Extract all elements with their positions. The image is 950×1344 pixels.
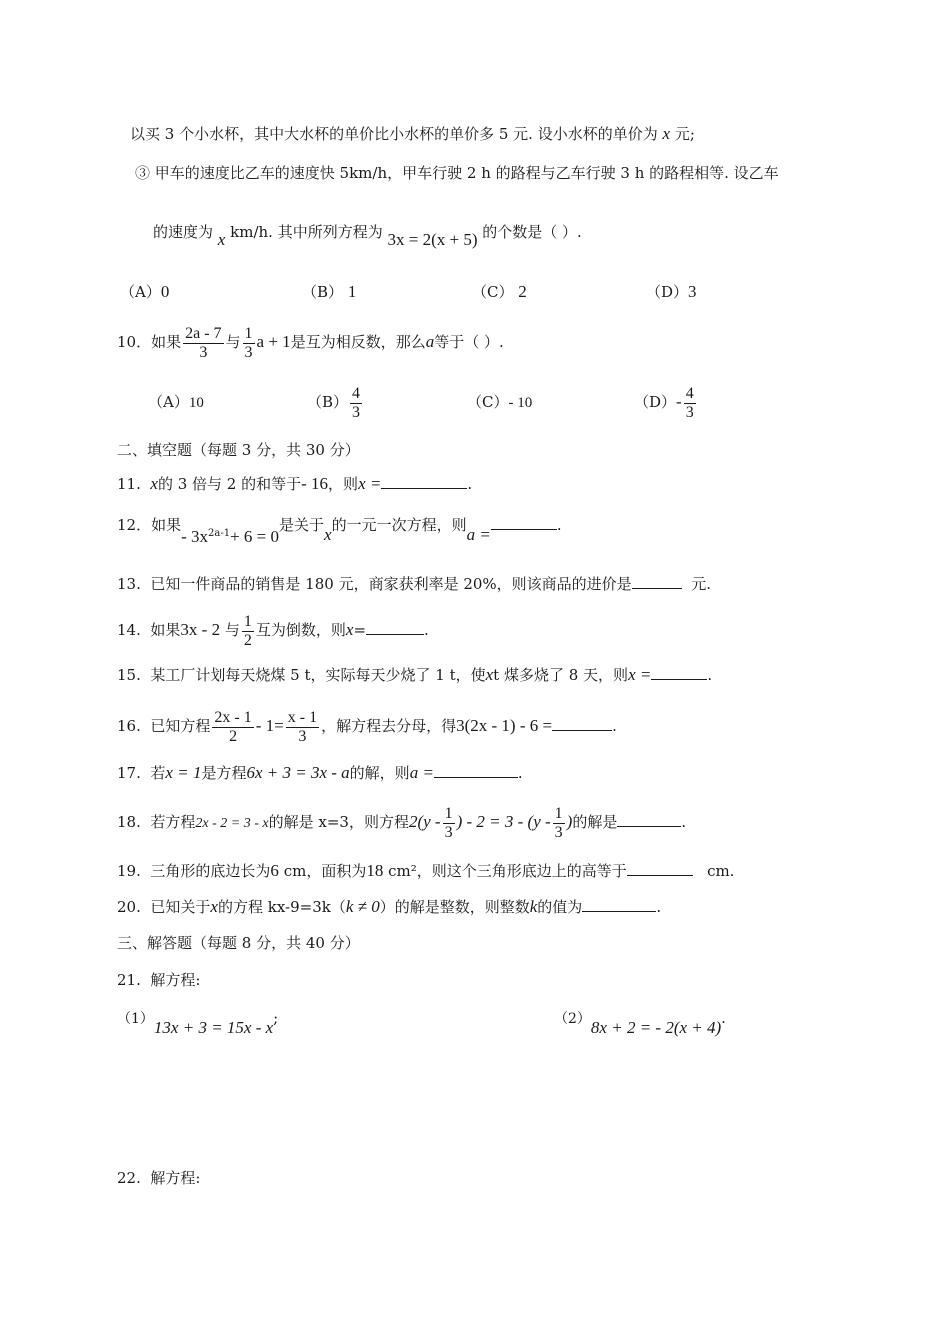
q9-equation: 3x = 2(x + 5) (387, 230, 478, 249)
var-k: k (529, 897, 538, 916)
q19-end: cm. (707, 862, 735, 880)
numerator: 1 (554, 804, 563, 822)
q10-fraction-2 (243, 325, 255, 362)
answer-blank (491, 515, 557, 530)
q10-fraction-1 (183, 325, 223, 362)
answer-blank (381, 474, 467, 489)
q12-equation (181, 528, 279, 546)
q20-text-d: 的值为 (537, 898, 583, 916)
q17-eq-3: a = (409, 763, 434, 782)
q18-text-b: 的解是 x=3，则方程 (268, 813, 409, 831)
q22-title (117, 1168, 200, 1188)
option-value: 0 (160, 282, 170, 301)
q18-text-a: 若方程 (150, 813, 196, 831)
q-number: 14. (117, 621, 141, 639)
q17-eq-2: 6x + 3 = 3x - a (246, 763, 350, 782)
q20-text-c: ）的解是整数，则整数 (379, 898, 530, 916)
option-label: （C） (467, 393, 509, 411)
denominator: 2 (243, 631, 252, 649)
q20-text-a: 已知关于 (150, 898, 211, 916)
q9-text-c: 的个数是（ ）. (482, 223, 582, 241)
q9-line1 (130, 124, 695, 144)
numerator: 2x - 1 (214, 708, 252, 726)
q21-title-text: 解方程: (150, 971, 201, 989)
q17-eq-1: x = 1 (165, 763, 202, 782)
q21-title (117, 970, 200, 990)
period: . (656, 898, 662, 916)
q13 (117, 574, 711, 594)
period: . (424, 621, 429, 639)
eq-part-b: + 6 = 0 (230, 527, 280, 546)
numerator: 4 (685, 384, 694, 402)
q18-text-c: 的解是 (572, 813, 618, 831)
section-2-heading (117, 440, 360, 460)
q10-tail: 是互为相反数，那么 (290, 333, 426, 351)
q-number: 18. (117, 813, 141, 831)
eq-part-a: - 3x (181, 527, 209, 546)
q-number: 13. (117, 575, 141, 593)
var-x: x (345, 620, 354, 639)
denominator: 2 (229, 727, 238, 745)
q12-answer-eq: a = (466, 525, 491, 544)
q9-option-d (646, 282, 697, 302)
period: . (556, 516, 562, 534)
q14-text-c: 互为倒数，则 (255, 621, 346, 639)
q19 (117, 861, 734, 881)
option-value: 2 (518, 282, 527, 301)
q19-value-1: 6 (270, 861, 279, 880)
q10-option-a (148, 392, 204, 413)
q11-eq: x = (358, 474, 382, 493)
q10-option-d (634, 382, 698, 422)
q11 (117, 474, 472, 494)
minus-sign: - (676, 392, 682, 411)
exponent: 2a-1 (208, 528, 231, 539)
q20 (117, 897, 661, 917)
q14 (117, 610, 429, 650)
q14-text-b: 与 (224, 621, 240, 639)
option-label: （C） (472, 283, 514, 301)
answer-blank (434, 763, 518, 778)
var-x: x (210, 897, 218, 916)
q15-text-a: 某工厂计划每天烧煤 5 t，实际每天少烧了 1 t，使 (150, 666, 486, 684)
q9-line2 (135, 163, 779, 183)
q10-option-b (307, 382, 364, 422)
q-number: 16. (117, 717, 141, 735)
q15-eq: x = (628, 665, 652, 684)
q16-fraction-1 (212, 709, 253, 746)
q22-title-text: 解方程: (150, 1169, 201, 1187)
q9-option-b (302, 282, 356, 302)
q18-eq-1: 2x - 2 = 3 - x (195, 816, 269, 831)
section-3-heading (117, 933, 360, 953)
q9-option-a (120, 282, 169, 302)
q17-text-c: 的解，则 (349, 764, 410, 782)
q-number: 19. (117, 862, 141, 880)
q21-part-2 (554, 1008, 726, 1042)
answer-blank (651, 665, 707, 680)
period: . (707, 666, 713, 684)
denominator: 3 (244, 343, 253, 361)
semicolon: ; (273, 1009, 279, 1027)
q10-expr: a + 1 (256, 332, 291, 351)
q-number: 21. (117, 971, 141, 989)
q10 (117, 322, 504, 362)
q-number: 22. (117, 1169, 141, 1187)
q12-text-a: 是关于 (279, 516, 325, 534)
q12 (117, 512, 562, 546)
q9-statement-3: ③ 甲车的速度比乙车的速度快 5km/h，甲车行驶 2 h 的路程与乙车行驶 3 h 的路程相等. 设乙车 (135, 164, 779, 182)
var-x: x (217, 230, 226, 249)
period: . (721, 1009, 726, 1027)
option-value: 1 (347, 282, 357, 301)
q17-text-b: 是方程 (201, 764, 247, 782)
denominator: 3 (199, 343, 208, 361)
option-value: 3 (688, 282, 697, 301)
answer-blank (627, 861, 693, 876)
q11-text-b: ，则 (328, 475, 359, 493)
q10-mid: 与 (225, 333, 241, 351)
q-number: 11. (117, 475, 141, 493)
q11-value: - 16 (301, 474, 329, 493)
q-number: 12．如果 (117, 516, 182, 534)
q21-equation-2: 8x + 2 = - 2(x + 4) (590, 1018, 722, 1037)
q21-part-1 (117, 1008, 278, 1042)
denominator: 3 (298, 727, 307, 745)
period: . (517, 764, 523, 782)
numerator: 2a - 7 (185, 324, 222, 342)
q19-text-a: 三角形的底边长为 (150, 862, 271, 880)
q16 (117, 704, 617, 748)
numerator: 1 (244, 324, 253, 342)
q16-text-a: 已知方程 (150, 717, 211, 735)
option-fraction (684, 385, 696, 422)
q12-text-b: 的一元一次方程，则 (331, 516, 467, 534)
option-fraction (350, 385, 362, 422)
q21-equation-1: 13x + 3 = 15x - x (153, 1018, 274, 1037)
equals: = (353, 621, 367, 639)
period: . (612, 717, 617, 735)
q14-fraction (242, 613, 254, 650)
q-number: 15. (117, 666, 141, 684)
var-x: x (662, 124, 671, 143)
q18-fraction-1 (443, 805, 455, 842)
option-label: （B） (302, 283, 344, 301)
q13-end: 元. (691, 575, 712, 593)
option-label: （D） (634, 393, 677, 411)
q18 (117, 800, 686, 846)
q-number: 17. (117, 764, 141, 782)
numerator: 4 (352, 384, 361, 402)
q18-eq-2c: ) (566, 812, 573, 831)
option-value: 10 (188, 395, 204, 411)
q9-text-end: 元; (674, 125, 695, 143)
period: . (681, 813, 687, 831)
q10-number: 10．如果 (117, 333, 182, 351)
q16-eq: 3(2x - 1) - 6 = (456, 716, 553, 735)
q18-eq-2a: 2(y - (408, 812, 441, 831)
q17 (117, 763, 523, 783)
q9-text: 以买 3 个小水杯，其中大水杯的单价比小水杯的单价多 5 元. 设小水杯的单价为 (130, 125, 658, 143)
q10-option-c (467, 392, 532, 413)
numerator: 1 (243, 612, 252, 630)
q16-mid: - 1= (255, 716, 284, 735)
answer-blank (632, 574, 682, 589)
option-value: - 10 (508, 395, 533, 411)
denominator: 3 (554, 823, 563, 841)
var-x: x (324, 525, 332, 544)
answer-blank (617, 812, 681, 827)
answer-blank (366, 620, 424, 635)
q16-fraction-2 (286, 709, 319, 746)
numerator: 1 (444, 804, 453, 822)
q9-line3 (153, 222, 582, 249)
var-a: a (425, 332, 435, 351)
denominator: 3 (685, 403, 694, 421)
period: . (467, 475, 473, 493)
q11-text-a: 的 3 倍与 2 的和等于 (157, 475, 302, 493)
section-title: 二、填空题（每题 3 分，共 30 分） (117, 441, 360, 459)
denominator: 3 (352, 403, 361, 421)
denominator: 3 (444, 823, 453, 841)
part-label: （2） (554, 1011, 591, 1027)
q14-expr: 3x - 2 (180, 620, 221, 639)
q20-text-b: 的方程 kx-9=3k（ (217, 898, 346, 916)
numerator: x - 1 (287, 708, 318, 726)
var-x: x (485, 665, 494, 684)
q15 (117, 665, 712, 685)
q19-text-b: cm，面积为 (283, 862, 367, 880)
section-title: 三、解答题（每题 8 分，共 40 分） (117, 934, 360, 952)
q13-text: 已知一件商品的销售是 180 元，商家获利率是 20%，则该商品的进价是 (150, 575, 632, 593)
q9-option-c (472, 282, 527, 302)
answer-blank (582, 897, 656, 912)
var-x: x (150, 474, 158, 493)
q18-eq-2b: ) - 2 = 3 - (y - (456, 812, 551, 831)
q10-end: 等于（ ）. (434, 333, 504, 351)
q9-text-a: 的速度为 (153, 223, 214, 241)
q9-text-b: km/h. 其中所列方程为 (230, 223, 383, 241)
q20-condition: k ≠ 0 (345, 897, 380, 916)
part-label: （1） (117, 1011, 154, 1027)
option-label: （A） (120, 283, 161, 301)
q14-text-a: 如果 (150, 621, 181, 639)
q16-text-b: ，解方程去分母，得 (321, 717, 457, 735)
q17-text-a: 若 (150, 764, 166, 782)
q18-fraction-2 (553, 805, 565, 842)
q-number: 20. (117, 898, 141, 916)
option-label: （A） (148, 393, 189, 411)
option-label: （B） (307, 393, 349, 411)
q15-text-b: t 煤多烧了 8 天，则 (493, 666, 629, 684)
option-label: （D） (646, 283, 689, 301)
answer-blank (552, 716, 612, 731)
q19-text-c: cm²，则这个三角形底边上的高等于 (388, 862, 627, 880)
q19-value-2: 18 (366, 861, 384, 880)
